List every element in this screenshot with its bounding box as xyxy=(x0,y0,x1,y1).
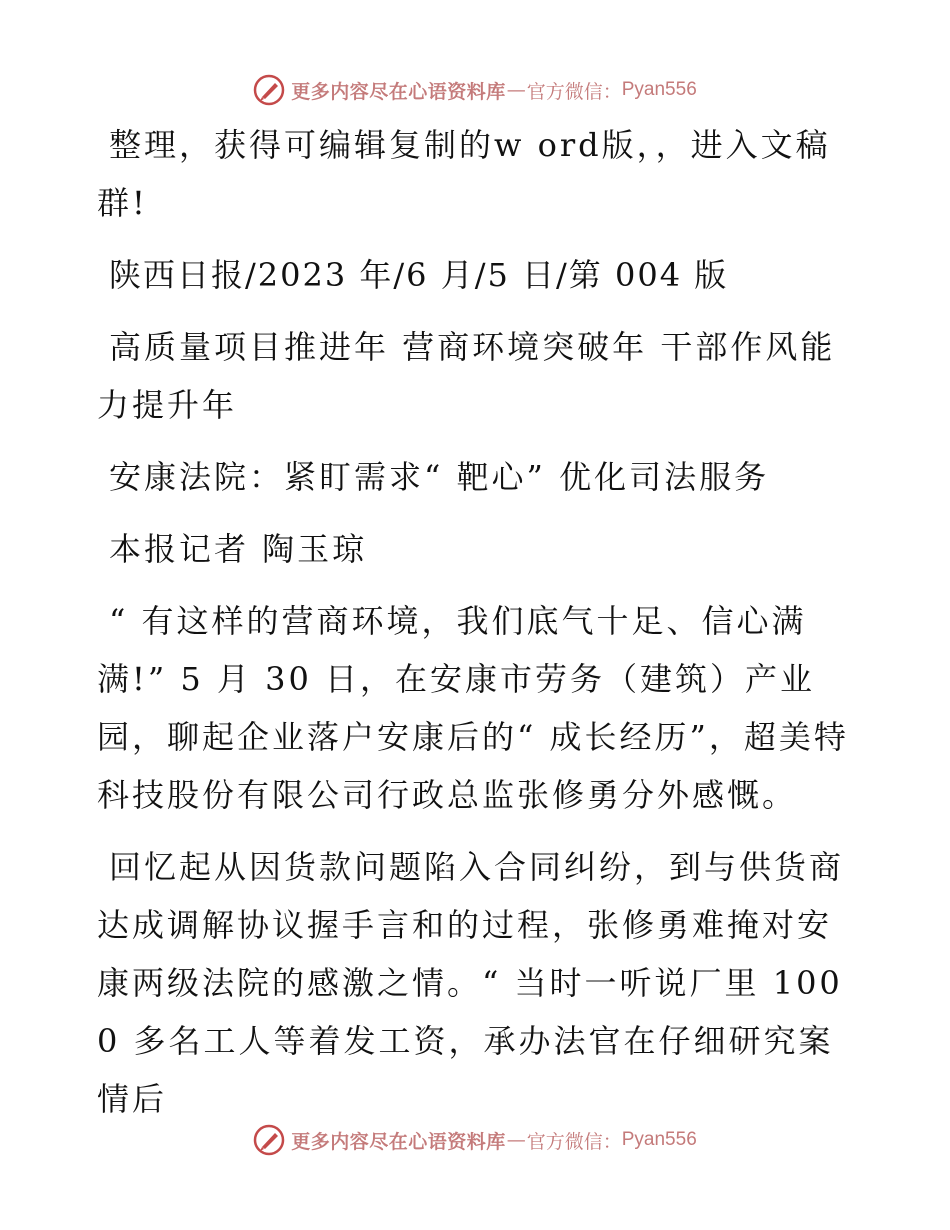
banner-main-text: 更多内容尽在心语资料库 xyxy=(291,1130,506,1153)
banner-wechat-label: 官方微信： xyxy=(526,80,622,103)
header-watermark-banner xyxy=(0,70,950,110)
footer-watermark-banner xyxy=(0,1120,950,1160)
article-byline: 本报记者 陶玉琼 xyxy=(109,530,368,568)
paragraph-recollection: 回忆起从因货款问题陷入合同纠纷，到与供货商达成调解协议握手言和的过程，张修勇难掩对安康两级法院的感激之情。“ 当时一听说厂里 1000 多名工人等着发工资，承办法官在仔细研究案情后 xyxy=(97,848,845,1118)
paragraph-slogan: 高质量项目推进年 营商环境突破年 干部作风能力提升年 xyxy=(97,328,836,424)
banner-separator: — xyxy=(506,79,526,101)
banner-main-text: 更多内容尽在心语资料库 xyxy=(291,80,506,103)
banner-wechat-label: 官方微信： xyxy=(526,1130,622,1153)
banner-wechat-id: Pyan556 xyxy=(621,1129,697,1150)
document-body xyxy=(97,116,852,1142)
pen-logo-icon xyxy=(253,74,285,106)
paragraph-intro: 整理，获得可编辑复制的w ord版，，进入文稿群! xyxy=(97,126,831,222)
banner-separator: — xyxy=(506,1129,526,1151)
paragraph-source-line: 陕西日报/2023 年/6 月/5 日/第 004 版 xyxy=(109,256,729,294)
paragraph-quote: “ 有这样的营商环境，我们底气十足、信心满满!” 5 月 30 日，在安康市劳务（建筑）产业园，聊起企业落户安康后的“ 成长经历”，超美特科技股份有限公司行政总监张修勇分外感慨。 xyxy=(97,602,849,814)
article-headline: 安康法院：紧盯需求“ 靶心” 优化司法服务 xyxy=(109,458,770,496)
banner-wechat-id: Pyan556 xyxy=(621,79,697,100)
pen-logo-icon xyxy=(253,1124,285,1156)
